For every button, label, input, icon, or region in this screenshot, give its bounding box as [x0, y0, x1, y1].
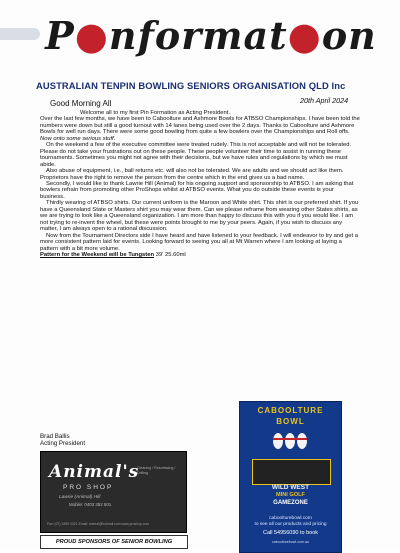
organisation-title: AUSTRALIAN TENPIN BOWLING SENIORS ORGANISATION QLD Inc	[36, 80, 346, 91]
sponsor-caption: PROUD SPONSORS OF SENIOR BOWLING	[40, 535, 188, 549]
feature-banner-image	[252, 459, 331, 485]
proprietor-mobile: Mobile: 0403 352 501	[69, 502, 112, 507]
issue-date: 20th April 2024	[300, 96, 349, 105]
mini-golf-label: MINI GOLF	[276, 492, 305, 498]
bowling-pins-icon	[258, 432, 322, 450]
contact-fine-print: Fax: (07) 3399 0321 Email: animal@hotmail.com www.proshop.com	[47, 522, 150, 526]
masthead-title	[36, 10, 386, 62]
letter-body	[40, 110, 360, 258]
website-note: to see all our products and pricing	[254, 522, 327, 527]
animals-logo: Animal's	[49, 462, 140, 482]
binder-tab-mark	[0, 28, 40, 40]
signoff-role: Acting President	[40, 440, 86, 447]
website-footer: caboolturebowl.com.au	[272, 540, 309, 544]
caboolture-title: CABOOLTURE	[257, 406, 324, 415]
wild-west-label: WILD WEST	[271, 484, 310, 491]
masthead-part-a: P	[45, 13, 75, 58]
caboolture-bowl-ad	[239, 401, 342, 553]
signoff-name: Brad Ballis	[40, 433, 70, 440]
letter-paragraph: Also abuse of equipment, i.e., ball returns etc. will also not be tolerated. We are adults and we should act like them. Proprietors have the right to remove the person from the centre which in the end gives us a bad name.	[40, 168, 344, 181]
letter-paragraph: On the weekend a few of the executive committee were treated rudely. This is not acceptable and will not be tolerated. Please do not take your frustrations out on these people. These people volunteer their time to assist in running these tournaments. Sometimes you might not agree with their decisions, but we have rules and regulations by which we must abide.	[40, 142, 352, 168]
proshop-label: PRO SHOP	[63, 484, 114, 491]
signoff	[40, 433, 85, 447]
bowl-title: BOWL	[276, 417, 305, 426]
bowling-pin-icon-2: ●	[287, 13, 322, 58]
letter-paragraph: Secondly, I would like to thank Lawrie Hill (Animal) for his ongoing support and sponsorship to ATBSO. I am asking that bowlers refrain from promoting other ProShops whilst at ATBSO events. What you do outside these events is your business.	[40, 180, 354, 200]
gamezone-label: GAMEZONE	[273, 500, 308, 506]
bowling-pin-icon: ●	[74, 13, 109, 58]
pattern-line	[40, 252, 360, 258]
booking-phone: Call 54956090 to book	[262, 530, 319, 536]
website-url: caboolturebowl.com	[269, 516, 312, 521]
letter-paragraph: Thirdly wearing of ATBSO shirts. Our current uniform is the Maroon and White shirt. This shirt is our preferred shirt. If you have a Queensland State or Masters shirt you may wear them. Can we please reframe from wearing other States shirts, as we are trying to look like a Queensland organization. I am more than happy to discuss this with you if you would like. I am not trying to re-invent the wheel, but these were points brought to me by your peers. Again, if you wish to discuss any matter, I am always open to a rational discussion.	[40, 200, 359, 233]
letter-paragraph: Welcome all to my first Pin Formation as Acting President.	[80, 110, 230, 116]
masthead-part-c: on	[321, 13, 377, 58]
letter-paragraph: Now from the Tournament Directors side I have heard and have listened to your feedback. I will endeavor to try and get a more consistent pattern laid for events. Looking forward to seeing you all at Mt Warren where I am looking at laying a pattern with a bit more volume.	[40, 232, 359, 252]
animals-proshop-ad	[40, 451, 187, 533]
letter-paragraph: Over the last few months, we have been to Caboolture and Ashmore Bowls for ATBSO Championships. I have been told the numbers were down but still a good turnout with 14 lanes being used over the 2 days. Thanks to Caboolture and Ashmore Bowls for well run days. There were some good bowling from quite a few bowlers over the Championships and Roll offs.	[40, 116, 360, 136]
greeting: Good Morning All	[50, 99, 112, 108]
pattern-name: Pattern for the Weekend will be Tungsten	[40, 251, 155, 258]
masthead-part-b: nformat	[108, 13, 288, 58]
services-list: Cleaning / Resurfacing / Drilling	[137, 466, 176, 475]
website-text	[240, 516, 341, 528]
pattern-detail: 39' 25.60ml	[154, 251, 186, 258]
proprietor-name: Lawrie (Animal) Hill	[59, 495, 101, 500]
letter-paragraph: Now onto some serious stuff.	[40, 135, 116, 142]
